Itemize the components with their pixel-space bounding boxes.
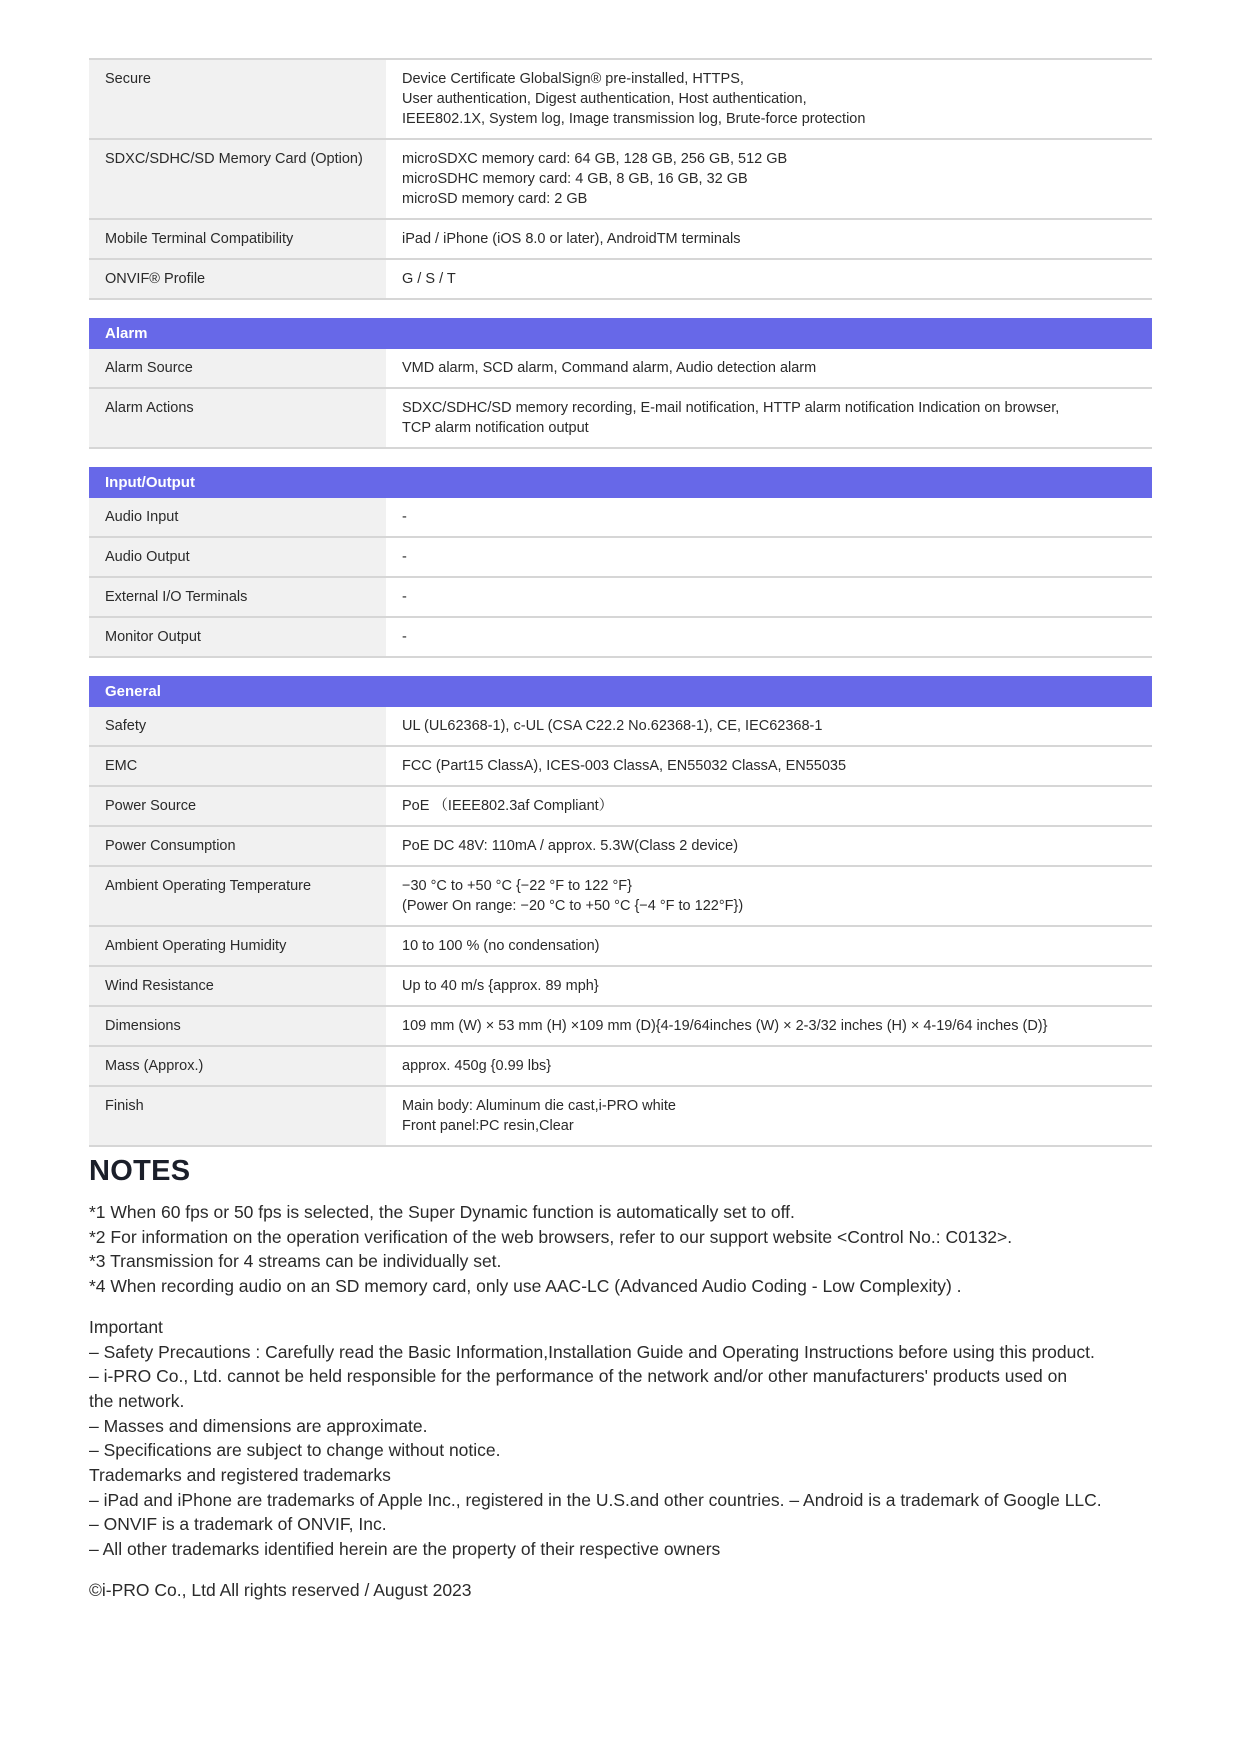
- copyright: ©i-PRO Co., Ltd All rights reserved / August 2023: [89, 1579, 472, 1600]
- important-heading: Important: [89, 1316, 163, 1337]
- spec-row-memory-card: [89, 140, 1152, 220]
- spec-value: iPad / iPhone (iOS 8.0 or later), AndroidTM terminals: [402, 231, 741, 247]
- spec-row-monitor-output: [89, 618, 1152, 658]
- spec-label: EMC: [89, 747, 386, 785]
- spec-row-onvif: [89, 260, 1152, 300]
- spec-value: -: [402, 549, 407, 565]
- trademark-item: – All other trademarks identified herein are the property of their respective owners: [89, 1539, 721, 1560]
- spec-row-temperature: [89, 867, 1152, 927]
- important-item: – Safety Precautions : Carefully read the Basic Information,Installation Guide and Operating Instructions before using this product.: [89, 1341, 1095, 1362]
- spec-value: microSDXC memory card: 64 GB, 128 GB, 256 GB, 512 GB microSDHC memory card: 4 GB, 8 GB, 16 GB, 32 GB microSD memory card: 2 GB: [402, 151, 788, 207]
- spec-row-dimensions: [89, 1007, 1152, 1047]
- spec-row-external-io: [89, 578, 1152, 618]
- spec-value: -: [402, 509, 407, 525]
- note-item: *1 When 60 fps or 50 fps is selected, the Super Dynamic function is automatically set to off.: [89, 1202, 795, 1222]
- spec-label: Alarm Source: [89, 349, 386, 387]
- spec-row-secure: [89, 58, 1152, 140]
- spec-value: 10 to 100 % (no condensation): [402, 938, 600, 954]
- spec-label: Power Source: [89, 787, 386, 825]
- spec-value: Device Certificate GlobalSign® pre-installed, HTTPS, User authentication, Digest authentication, Host authentication, IEEE802.1X, System log, Image transmission log, Brute-force protection: [402, 71, 866, 127]
- trademark-item: – iPad and iPhone are trademarks of Apple Inc., registered in the U.S.and other countries. – Android is a trademark of Google LLC.: [89, 1489, 1102, 1510]
- spec-value: FCC (Part15 ClassA), ICES-003 ClassA, EN55032 ClassA, EN55035: [402, 758, 847, 774]
- section-header-io: Input/Output: [89, 467, 1152, 498]
- spec-label: Secure: [89, 60, 386, 138]
- note-item: *3 Transmission for 4 streams can be individually set.: [89, 1251, 502, 1272]
- spec-label: Safety: [89, 707, 386, 745]
- trademark-item: – ONVIF is a trademark of ONVIF, Inc.: [89, 1514, 387, 1535]
- spec-label: Ambient Operating Temperature: [89, 867, 386, 925]
- spec-value: SDXC/SDHC/SD memory recording, E-mail notification, HTTP alarm notification Indication on browser, TCP alarm notification output: [402, 400, 1060, 436]
- spec-row-alarm-source: [89, 349, 1152, 389]
- spec-value: -: [402, 629, 407, 645]
- spec-label: Audio Output: [89, 538, 386, 576]
- trademarks-heading: Trademarks and registered trademarks: [89, 1465, 391, 1486]
- important-item: – Specifications are subject to change without notice.: [89, 1440, 501, 1461]
- spec-label: Power Consumption: [89, 827, 386, 865]
- spec-row-mass: [89, 1047, 1152, 1087]
- spec-table: [89, 58, 1152, 1147]
- spec-value: VMD alarm, SCD alarm, Command alarm, Audio detection alarm: [402, 360, 817, 376]
- spec-label: ONVIF® Profile: [89, 260, 386, 298]
- section-header-alarm: Alarm: [89, 318, 1152, 349]
- spec-value: PoE DC 48V: 110mA / approx. 5.3W(Class 2 device): [402, 838, 739, 854]
- spec-label: Monitor Output: [89, 618, 386, 656]
- note-item: *4 When recording audio on an SD memory card, only use AAC-LC (Advanced Audio Coding - Low Complexity) .: [89, 1276, 962, 1297]
- spec-label: Finish: [89, 1087, 386, 1145]
- spec-label: External I/O Terminals: [89, 578, 386, 616]
- spec-label: Mobile Terminal Compatibility: [89, 220, 386, 258]
- spec-label: Mass (Approx.): [89, 1047, 386, 1085]
- spec-value: −30 °C to +50 °C {−22 °F to 122 °F} (Power On range: −20 °C to +50 °C {−4 °F to 122°F}): [402, 878, 744, 914]
- spec-label: Ambient Operating Humidity: [89, 927, 386, 965]
- top-section: [89, 58, 1152, 300]
- spec-row-finish: [89, 1087, 1152, 1147]
- spec-value: -: [402, 589, 407, 605]
- spec-label: Alarm Actions: [89, 389, 386, 447]
- important-item: – i-PRO Co., Ltd. cannot be held responsible for the performance of the network and/or other manufacturers' products used on: [89, 1366, 1068, 1387]
- spec-row-wind: [89, 967, 1152, 1007]
- spec-value: Main body: Aluminum die cast,i-PRO white Front panel:PC resin,Clear: [402, 1098, 676, 1134]
- spec-value: PoE （IEEE802.3af Compliant）: [402, 798, 614, 814]
- spec-row-audio-output: [89, 538, 1152, 578]
- spec-row-audio-input: [89, 498, 1152, 538]
- spec-label: Wind Resistance: [89, 967, 386, 1005]
- spec-value: approx. 450g {0.99 lbs}: [402, 1058, 552, 1074]
- spec-label: Dimensions: [89, 1007, 386, 1045]
- spec-row-humidity: [89, 927, 1152, 967]
- spec-value: Up to 40 m/s {approx. 89 mph}: [402, 978, 599, 994]
- note-item: *2 For information on the operation verification of the web browsers, refer to our support website <Control No.: C0132>.: [89, 1226, 1013, 1247]
- spec-label: SDXC/SDHC/SD Memory Card (Option): [89, 140, 386, 218]
- spec-row-safety: [89, 707, 1152, 747]
- io-section: [89, 467, 1152, 658]
- spec-row-mobile: [89, 220, 1152, 260]
- spec-row-alarm-actions: [89, 389, 1152, 449]
- important-item: the network.: [89, 1390, 185, 1411]
- notes-section: [89, 1155, 1164, 1603]
- spec-row-power-consumption: [89, 827, 1152, 867]
- spec-value: G / S / T: [402, 271, 456, 287]
- spec-row-emc: [89, 747, 1152, 787]
- general-section: [89, 676, 1152, 1147]
- section-header-general: General: [89, 676, 1152, 707]
- spec-value: 109 mm (W) × 53 mm (H) ×109 mm (D){4-19/64inches (W) × 2-3/32 inches (H) × 4-19/64 inches (D)}: [402, 1018, 1048, 1034]
- spec-value: UL (UL62368-1), c-UL (CSA C22.2 No.62368-1), CE, IEC62368-1: [402, 718, 823, 734]
- important-item: – Masses and dimensions are approximate.: [89, 1415, 428, 1436]
- spec-label: Audio Input: [89, 498, 386, 536]
- alarm-section: [89, 318, 1152, 449]
- notes-title: NOTES: [89, 1155, 191, 1187]
- spec-row-power-source: [89, 787, 1152, 827]
